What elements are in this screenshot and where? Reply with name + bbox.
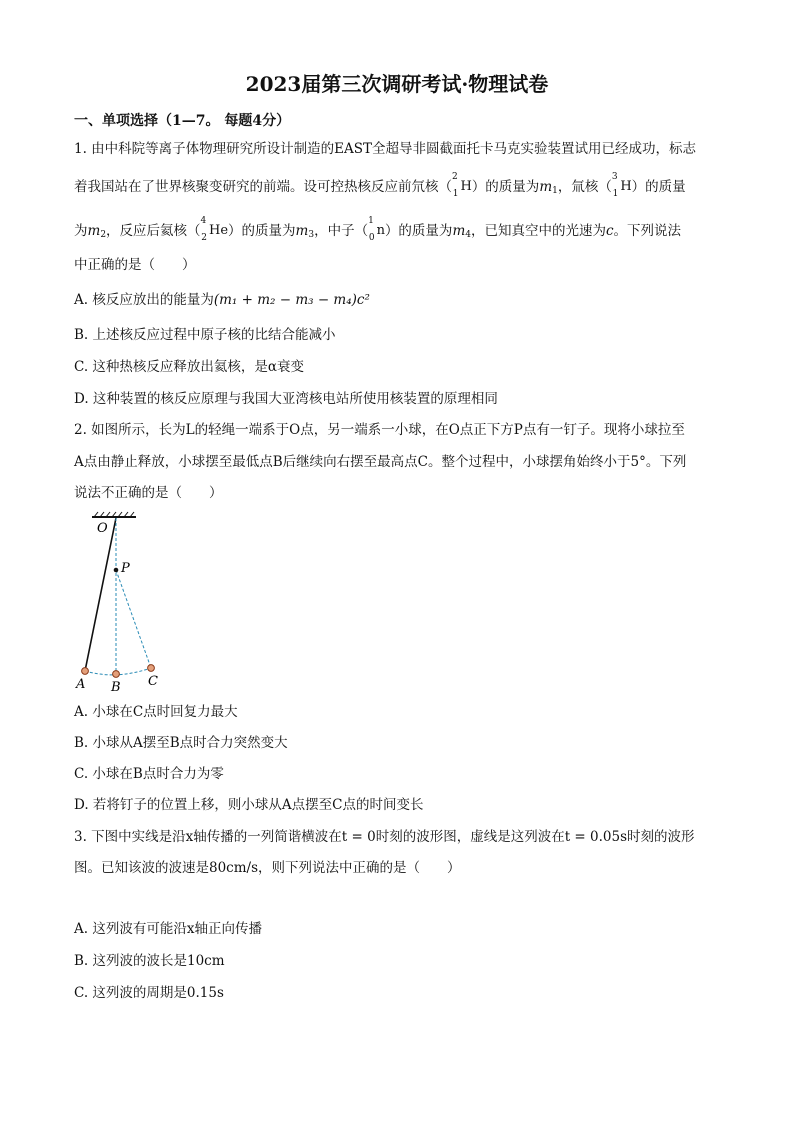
- q1-line-4: 中正确的是（ ）: [74, 257, 196, 273]
- rope-line: [85, 518, 116, 671]
- q3-option-a: A. 这列波有可能沿x轴正向传播: [74, 921, 262, 937]
- ball-b: [113, 671, 120, 678]
- section-heading: 一、单项选择（1—7。 每题4分）: [74, 113, 291, 129]
- q3-option-b: B. 这列波的波长是10cm: [74, 953, 225, 969]
- q3-line-1: 3. 下图中实线是沿x轴传播的一列简谐横波在t = 0时刻的波形图，虚线是这列波在t = 0.05s时刻的波形: [74, 829, 695, 845]
- q2-line-2: A点由静止释放，小球摆至最低点B后继续向右摆至最高点C。整个过程中，小球摆角始终小于5°。下列: [74, 454, 687, 470]
- energy-expression: (m₁ + m₂ − m₃ − m₄)c²: [213, 292, 370, 308]
- label-a: A: [76, 677, 86, 692]
- label-o: O: [97, 521, 108, 536]
- deuterium-symbol: $^2_1$H: [452, 171, 472, 200]
- label-b: B: [111, 680, 121, 695]
- q2-option-d: D. 若将钉子的位置上移，则小球从A点摆至C点的时间变长: [74, 797, 424, 813]
- q2-option-b: B. 小球从A摆至B点时合力突然变大: [74, 735, 288, 751]
- q1-option-b: B. 上述核反应过程中原子核的比结合能减小: [74, 327, 336, 343]
- q3-line-2: 图。已知该波的波速是80cm/s，则下列说法中正确的是（ ）: [74, 860, 461, 876]
- pendulum-diagram: [72, 510, 172, 700]
- ball-c: [148, 665, 155, 672]
- page-title: 2023届第三次调研考试·物理试卷: [245, 72, 549, 96]
- q1-line-2: 着我国站在了世界核聚变研究的前端。设可控热核反应前氘核（$^2_1$H）的质量为m1，氚核（$^3_1$H）的质量: [74, 171, 686, 200]
- ball-a: [82, 668, 89, 675]
- q1-line-3: 为m2，反应后氦核（$^4_2$He）的质量为m3，中子（$^1_0$n）的质量为m4，已知真空中的光速为c。下列说法: [74, 215, 682, 244]
- q2-line-3: 说法不正确的是（ ）: [74, 485, 223, 501]
- q1-line-1: 1. 由中科院等离子体物理研究所设计制造的EAST全超导非圆截面托卡马克实验装置试用已经成功，标志: [74, 141, 697, 157]
- q2-option-c: C. 小球在B点时合力为零: [74, 766, 224, 782]
- q1-option-a: A. 核反应放出的能量为(m₁ + m₂ − m₃ − m₄)c²: [74, 292, 370, 308]
- q2-option-a: A. 小球在C点时回复力最大: [74, 704, 238, 720]
- ceiling-support: [92, 512, 136, 517]
- q2-line-1: 2. 如图所示，长为L的轻绳一端系于O点，另一端系一小球，在O点正下方P点有一钉子。现将小球拉至: [74, 422, 685, 438]
- q1-option-c: C. 这种热核反应释放出氦核，是α衰变: [74, 359, 305, 375]
- tritium-symbol: $^3_1$H: [611, 171, 632, 200]
- label-p: P: [121, 561, 130, 576]
- helium-symbol: $^4_2$He: [200, 215, 229, 244]
- label-c: C: [148, 674, 158, 689]
- dashed-line-to-c: [116, 570, 151, 668]
- q3-option-c: C. 这列波的周期是0.15s: [74, 985, 224, 1001]
- q1-option-d: D. 这种装置的核反应原理与我国大亚湾核电站所使用核装置的原理相同: [74, 391, 498, 407]
- nail-point-p: [114, 568, 119, 573]
- neutron-symbol: $^1_0$n: [368, 215, 385, 244]
